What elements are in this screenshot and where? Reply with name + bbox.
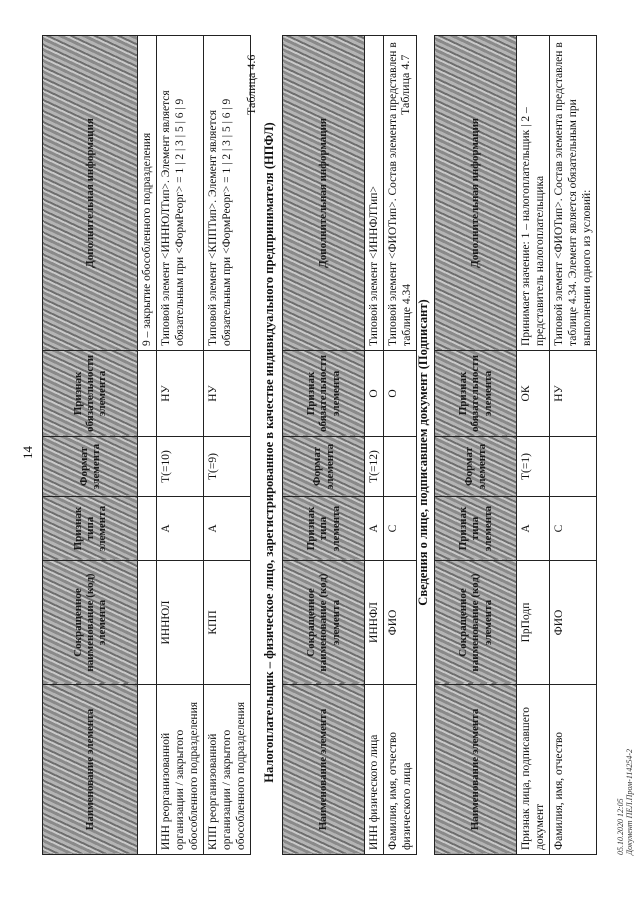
- cell: T(=10): [157, 437, 204, 497]
- table-row: [138, 36, 157, 855]
- cell: С: [550, 497, 597, 561]
- cell: ИННФЛ: [365, 561, 384, 685]
- table-caption: Таблица 4.6: [244, 54, 258, 115]
- table-row: [157, 36, 204, 855]
- table-row: [517, 36, 550, 855]
- cell: Фамилия, имя, отчество: [550, 685, 597, 855]
- cell: Типовой элемент <ИННФЛТип>: [365, 36, 384, 351]
- cell: НУ: [157, 350, 204, 436]
- header-cell: Наименование элемента: [435, 685, 517, 855]
- cell: Фамилия, имя, отчество физического лица: [384, 685, 417, 855]
- header-cell: Признак обязательности элемента: [435, 350, 517, 436]
- cell: НУ: [550, 350, 597, 436]
- cell: А: [204, 497, 251, 561]
- header-cell: Дополнительная информация: [283, 36, 365, 351]
- header-cell: Сокращенное наименование (код) элемента: [435, 561, 517, 685]
- header-row: [283, 36, 365, 855]
- cell: T(=9): [204, 437, 251, 497]
- table-row: [204, 36, 251, 855]
- page-number: 14: [20, 446, 35, 459]
- table-row: [550, 36, 597, 855]
- cell: ПрПодп: [517, 561, 550, 685]
- header-cell: Признак обязательности элемента: [43, 350, 138, 436]
- cell: ОК: [517, 350, 550, 436]
- stamp-date: 05.10.2020 12:05: [616, 798, 625, 855]
- table-reorganization: [42, 35, 251, 855]
- stamp-id: Документ ПЕЛ.Пром-114254-2: [625, 749, 635, 855]
- document-stamp: [616, 749, 634, 855]
- cell: [138, 497, 157, 561]
- cell: Типовой элемент <ФИОТип>. Состав элемента представлен в таблице 4.34: [384, 36, 417, 351]
- header-row: [43, 36, 138, 855]
- cell: [138, 561, 157, 685]
- cell: С: [384, 497, 417, 561]
- table-caption: Таблица 4.7: [398, 54, 412, 115]
- table-signatory: [434, 35, 597, 855]
- cell: КПП: [204, 561, 251, 685]
- cell: [138, 685, 157, 855]
- cell: НУ: [204, 350, 251, 436]
- header-cell: Признак типа элемента: [43, 497, 138, 561]
- header-cell: Признак типа элемента: [283, 497, 365, 561]
- table-title: Налогоплательщик – физическое лицо, зарегистрированное в качестве индивидуального предпринимателя (НПФЛ): [262, 122, 276, 783]
- cell: А: [157, 497, 204, 561]
- table-title: Сведения о лице, подписавшем документ (Подписант): [416, 299, 430, 606]
- cell: [138, 437, 157, 497]
- cell: Принимает значение: 1 – налогоплательщик | 2 – представитель налогоплательщика: [517, 36, 550, 351]
- header-cell: Признак типа элемента: [435, 497, 517, 561]
- cell: [550, 437, 597, 497]
- header-cell: Сокращенное наименование (код) элемента: [43, 561, 138, 685]
- table-row: [384, 36, 417, 855]
- cell: Типовой элемент <ИННЮЛТип>. Элемент является обязательным при <ФормРеорг> = 1 | 2 | 3 | 5 | 6 | 9: [157, 36, 204, 351]
- cell: 9 – закрытие обособленного подразделения: [138, 36, 157, 351]
- header-cell: Формат элемента: [435, 437, 517, 497]
- header-cell: Дополнительная информация: [435, 36, 517, 351]
- table-npfl: [282, 35, 417, 855]
- header-cell: Наименование элемента: [283, 685, 365, 855]
- cell: [138, 350, 157, 436]
- cell: [384, 437, 417, 497]
- header-cell: Признак обязательности элемента: [283, 350, 365, 436]
- table-row: [365, 36, 384, 855]
- header-cell: Формат элемента: [43, 437, 138, 497]
- cell: ИННЮЛ: [157, 561, 204, 685]
- cell: Типовой элемент <ФИОТип>. Состав элемента представлен в таблице 4.34. Элемент является обязательным при выполнении одного из условий:: [550, 36, 597, 351]
- header-cell: Сокращенное наименование (код) элемента: [283, 561, 365, 685]
- cell: ФИО: [384, 561, 417, 685]
- header-cell: Формат элемента: [283, 437, 365, 497]
- cell: А: [517, 497, 550, 561]
- cell: Признак лица, подписавшего документ: [517, 685, 550, 855]
- cell: T(=1): [517, 437, 550, 497]
- header-row: [435, 36, 517, 855]
- cell: Типовой элемент <КППТип>. Элемент является обязательным при <ФормРеорг> = 1 | 2 | 3 | 5 | 6 | 9: [204, 36, 251, 351]
- cell: ИНН реорганизованной организации / закрытого обособленного подразделения: [157, 685, 204, 855]
- cell: ФИО: [550, 561, 597, 685]
- cell: А: [365, 497, 384, 561]
- header-cell: Наименование элемента: [43, 685, 138, 855]
- cell: КПП реорганизованной организации / закрытого обособленного подразделения: [204, 685, 251, 855]
- cell: О: [365, 350, 384, 436]
- header-cell: Дополнительная информация: [43, 36, 138, 351]
- cell: О: [384, 350, 417, 436]
- cell: T(=12): [365, 437, 384, 497]
- cell: ИНН физического лица: [365, 685, 384, 855]
